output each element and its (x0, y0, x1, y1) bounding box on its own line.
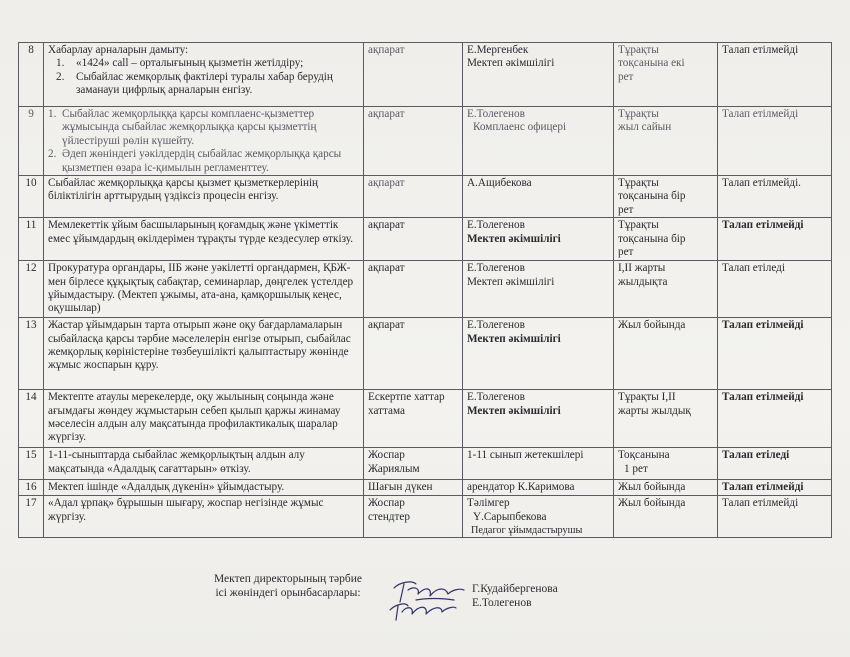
form-cell: ақпарат (364, 176, 463, 218)
task-cell: Мемлекеттік ұйым басшыларының қоғамдық және үкіметтік емес ұйымдардың өкілдерімен тұрақты түрде кездесулер өткізу. (44, 218, 364, 261)
funding-cell: Талап етілмейді. (718, 176, 832, 218)
table-row (19, 390, 832, 448)
task-cell: Жастар ұйымдарын тарта отырып және оқу бағдарламаларын сыбайласқа қарсы тәрбие мәселелерін енгізе отырып, сыбайлас жемқорлық көріністеріне төзбеушілікті қалыптастыру жөнінде жұмыс жоспарын құру. (44, 318, 364, 390)
deadline-cell: Тұрақты тоқсанына бір рет (614, 176, 718, 218)
form-cell: ақпарат (364, 261, 463, 318)
form-cell: Жоспар Жариялым (364, 448, 463, 480)
deadline-cell: Жыл бойында (614, 496, 718, 538)
row-number: 10 (19, 176, 44, 218)
task-subitem: 2. Сыбайлас жемқорлық фактілері туралы хабар берудің заманауи цифрлық арналарын енгізу. (56, 70, 333, 97)
task-cell: Мектепте атаулы мерекелерде, оқу жылының соңында және ағымдағы жөндеу жұмыстарын себеп қылып қаржы жинамау мәселесін алдын алу мақсатында профилактикалық шаралар жүргізу. (44, 390, 364, 448)
table-row (19, 496, 832, 538)
form-cell: ақпарат (364, 43, 463, 107)
form-cell: ақпарат (364, 318, 463, 390)
signatory-role: Мектеп директорының тәрбие ісі жөніндегі орынбасарлары: (213, 573, 363, 599)
funding-cell: Талап етілмейді (718, 43, 832, 107)
task-cell (44, 43, 364, 107)
deadline-cell: І,ІІ жарты жылдықта (614, 261, 718, 318)
row-number: 8 (19, 43, 44, 107)
task-cell: Прокуратура органдары, ІІБ және уәкілетті органдармен, ҚБЖ-мен бірлесе құқықтық сабақтар, семинарлар, дөңгелек үстелдер ұйымдастыру. (Мектеп ұжымы, ата-ана, қамқоршылық кеңес, оқушылар) (44, 261, 364, 318)
handwritten-signature (386, 576, 470, 624)
funding-cell: Талап етіледі (718, 261, 832, 318)
deadline-cell: Жыл бойында (614, 318, 718, 390)
row-number: 12 (19, 261, 44, 318)
responsible-cell: Е.Толегенов Мектеп әкімшілігі (463, 261, 614, 318)
deadline-cell: Тұрақты тоқсанына бір рет (614, 218, 718, 261)
row-number: 14 (19, 390, 44, 448)
form-cell: ақпарат (364, 107, 463, 176)
task-cell: Сыбайлас жемқорлыққа қарсы қызмет қызметкерлерінің біліктілігін арттырудың үздіксіз процесін енгізу. (44, 176, 364, 218)
funding-cell: Талап етілмейді (718, 318, 832, 390)
signatory-names: Г.Кудайбергенова Е.Толегенов (472, 583, 558, 609)
row-number: 13 (19, 318, 44, 390)
table-row (19, 43, 832, 107)
form-cell: ақпарат (364, 218, 463, 261)
table-row (19, 261, 832, 318)
form-cell: Жоспар стендтер (364, 496, 463, 538)
responsible-cell: Е.Толегенов Мектеп әкімшілігі (463, 318, 614, 390)
form-cell: Ескертпе хаттар хаттама (364, 390, 463, 448)
funding-cell: Талап етіледі (718, 448, 832, 480)
task-subitem: 1. Сыбайлас жемқорлыққа қарсы комплаенс-қызметтер жұмысында сыбайлас жемқорлыққа қарсы қызметтің үйлестіруші рөлін күшейту. (48, 108, 317, 147)
task-cell: 1-11-сыныптарда сыбайлас жемқорлықтың алдын алу мақсатында «Адалдық сағаттарын» өткізу. (44, 448, 364, 480)
responsible-cell: Е.Мергенбек Мектеп әкімшілігі (463, 43, 614, 107)
funding-cell: Талап етілмейді (718, 390, 832, 448)
signature-block (0, 572, 850, 657)
responsible-cell: Е.Толегенов Комплаенс офицері (463, 107, 614, 176)
form-cell: Шағын дүкен (364, 480, 463, 496)
funding-cell: Талап етілмейді (718, 496, 832, 538)
row-number: 11 (19, 218, 44, 261)
responsible-cell: Тәлімгер Ү.Сарыпбекова Педагог ұйымдастырушы (463, 496, 614, 538)
deadline-cell: Тұрақты тоқсанына екі рет (614, 43, 718, 107)
deadline-cell: Тұрақты жыл сайын (614, 107, 718, 176)
task-cell: Мектеп ішінде «Адалдық дүкенін» ұйымдастыру. (44, 480, 364, 496)
table-row (19, 176, 832, 218)
row-number: 15 (19, 448, 44, 480)
table-row (19, 448, 832, 480)
deadline-cell: Жыл бойында (614, 480, 718, 496)
responsible-cell: 1-11 сынып жетекшілері (463, 448, 614, 480)
table-row (19, 318, 832, 390)
deadline-cell: Тоқсанына 1 рет (614, 448, 718, 480)
funding-cell: Талап етілмейді (718, 480, 832, 496)
table-row (19, 218, 832, 261)
task-cell (44, 107, 364, 176)
funding-cell: Талап етілмейді (718, 107, 832, 176)
deadline-cell: Тұрақты І,ІІ жарты жылдық (614, 390, 718, 448)
task-cell: «Адал ұрпақ» бұрышын шығару, жоспар негізінде жұмыс жүргізу. (44, 496, 364, 538)
responsible-cell: Е.Толегенов Мектеп әкімшілігі (463, 390, 614, 448)
table-row (19, 480, 832, 496)
row-number: 17 (19, 496, 44, 538)
funding-cell: Талап етілмейді (718, 218, 832, 261)
responsible-cell: арендатор К.Каримова (463, 480, 614, 496)
table-row (19, 107, 832, 176)
row-number: 9 (19, 107, 44, 176)
responsible-cell: Е.Толегенов Мектеп әкімшілігі (463, 218, 614, 261)
task-subitem: 2. Әдеп жөніндегі уәкілдердің сыбайлас жемқорлыққа қарсы қызметпен өзара іс-қимылын регламенттеу. (48, 148, 342, 174)
responsible-cell: А.Ащибекова (463, 176, 614, 218)
task-intro: Хабарлау арналарын дамыту: (48, 44, 189, 56)
action-plan-table (18, 42, 832, 538)
row-number: 16 (19, 480, 44, 496)
task-subitem: 1. «1424» call – орталығының қызметін жетілдіру; (56, 57, 304, 70)
